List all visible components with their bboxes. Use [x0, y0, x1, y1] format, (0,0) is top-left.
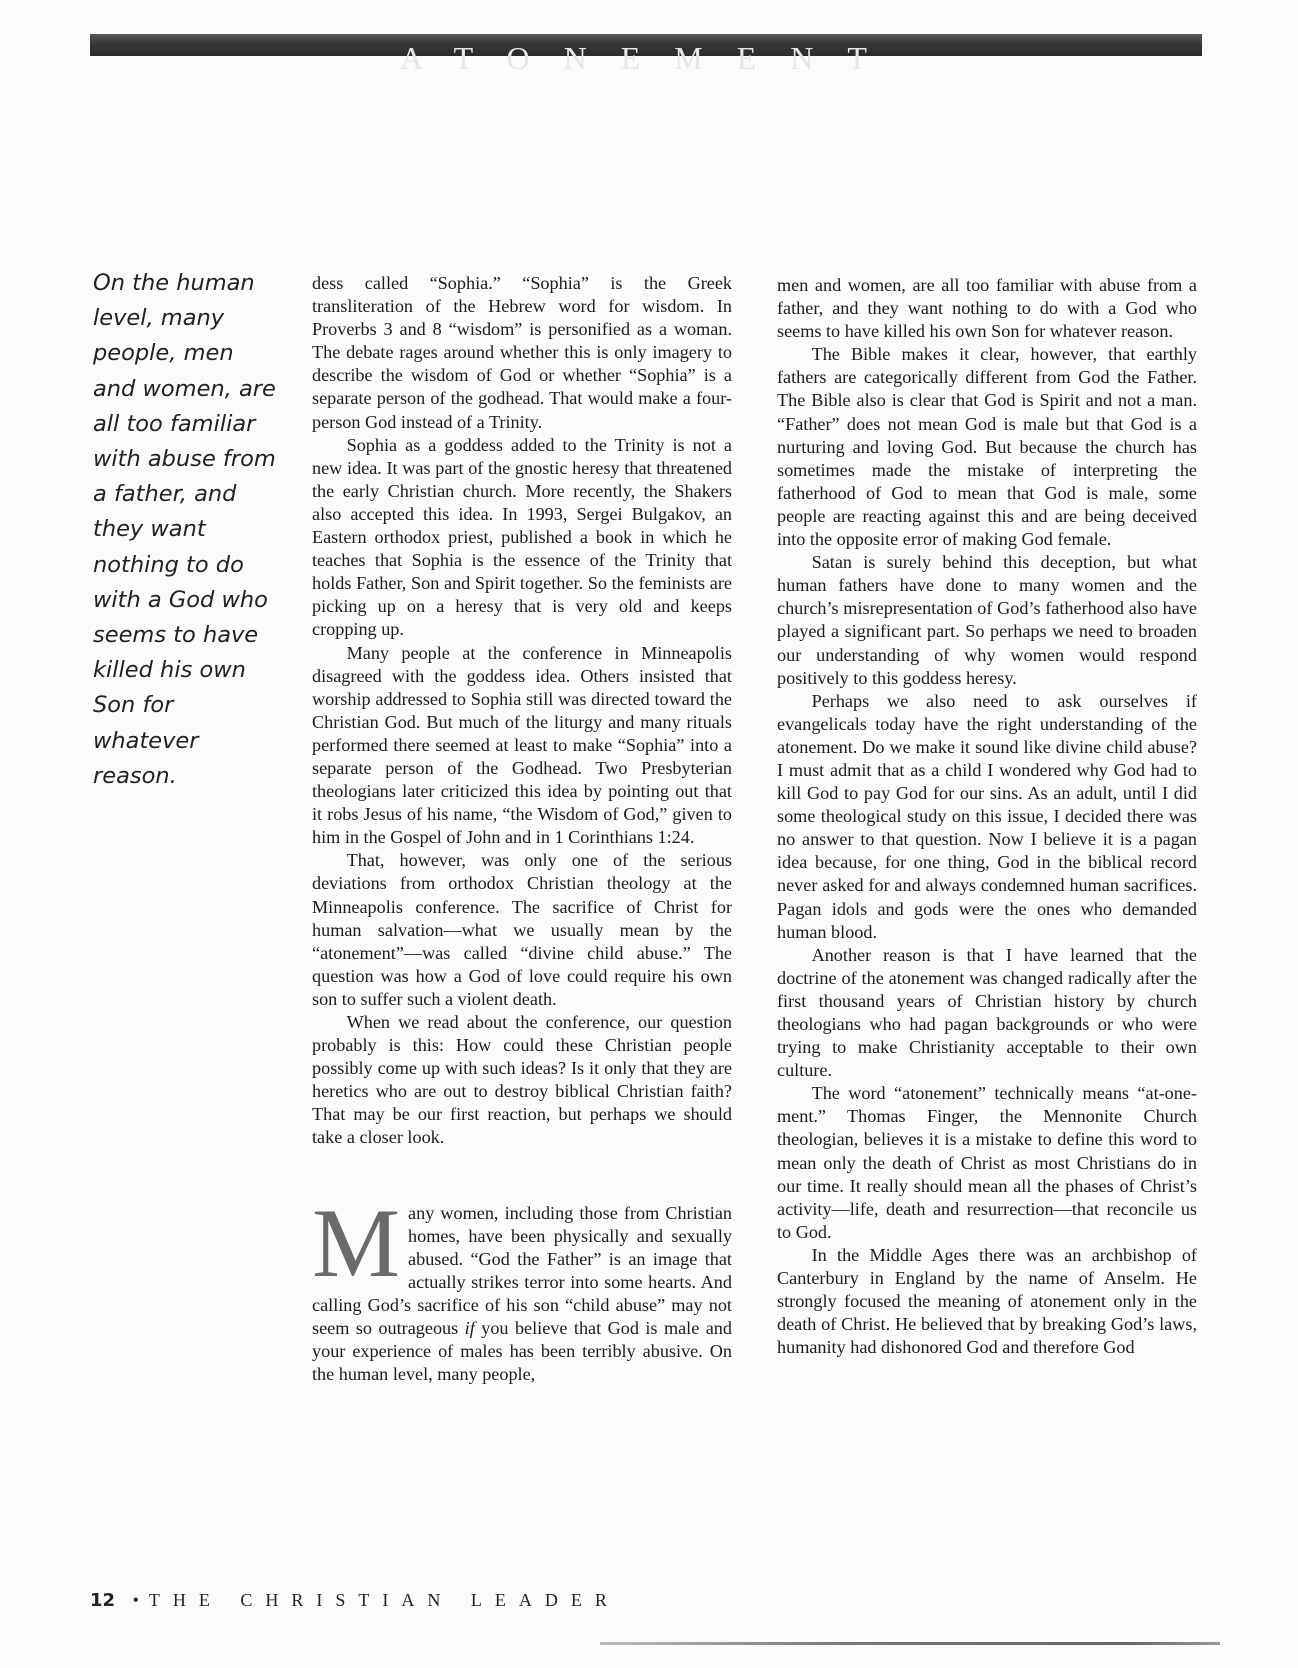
- page-footer: [90, 1590, 620, 1611]
- section-banner: [90, 34, 1202, 76]
- pull-quote: On the human level, many people, men and women, are all too familiar with abuse from a father, and they want nothing to do with a God who seems to have killed his own Son for whatever reason.: [93, 270, 276, 789]
- emphasis: if: [464, 1318, 475, 1339]
- paragraph: dess called “Sophia.” “Sophia” is the Greek transliteration of the Hebrew word for wisdom. In Proverbs 3 and 8 “wisdom” is personified as a woman. The debate rages around whether this is only imagery to describe the wisdom of God or whether “Sophia” is a separate person of the godhead. That would make a four-person God instead of a Trinity.: [312, 273, 732, 432]
- article-column-middle: [312, 272, 732, 1386]
- paragraph: In the Middle Ages there was an archbishop of Canterbury in England by the name of Anselm. He strongly focused the meaning of atonement only in the death of Christ. He believed that by breaking God’s laws, humanity had dishonored God and therefore God: [777, 1244, 1197, 1358]
- page-number: 12: [90, 1590, 116, 1611]
- paragraph: The word “atonement” technically means “at-one-ment.” Thomas Finger, the Mennonite Church theologian, believes it is a mistake to define this word to mean only the death of Christ as most Christians do in our time. It really should mean all the phases of Christ’s activity—life, death and resurrection—that reconcile us to God.: [777, 1083, 1197, 1242]
- publication-name: THE CHRISTIAN LEADER: [148, 1590, 620, 1610]
- dropcap-paragraph: [312, 1188, 732, 1387]
- paragraph-text: any women, including those from Christian homes, have been physically and sexually abused. “God the Father” is an image that actually strikes terror into some hearts. And calling God’s sacrifice of his son “child abuse” may not seem so outrageous: [312, 1202, 732, 1339]
- paragraph: When we read about the conference, our question probably is this: How could these Christian people possibly come up with such ideas? Is it only that they are heretics who are out to destroy biblical Christian faith? That may be our first reaction, but perhaps we should take a closer look.: [312, 1012, 732, 1148]
- paragraph: Satan is surely behind this deception, but what human fathers have done to many women and the church’s misrepresentation of God’s fatherhood also have played a significant part. So perhaps we need to broaden our understanding of why women would respond positively to this goddess heresy.: [777, 552, 1197, 688]
- article-column-right: [777, 274, 1197, 1359]
- paragraph: That, however, was only one of the serious deviations from orthodox Christian theology at the Minneapolis conference. The sacrifice of Christ for human salvation—what we usually mean by the “atonement”—was called “divine child abuse.” The question was how a God of love could require his own son to suffer such a violent death.: [312, 850, 732, 1009]
- paragraph: Sophia as a goddess added to the Trinity is not a new idea. It was part of the gnostic heresy that threatened the early Christian church. More recently, the Shakers also accepted this idea. In 1993, Sergei Bulgakov, an Eastern orthodox priest, published a book in which he teaches that Sophia is the essence of the Trinity that holds Father, Son and Spirit together. So the feminists are picking up on a heresy that is very old and keeps cropping up.: [312, 434, 732, 640]
- paragraph: Another reason is that I have learned that the doctrine of the atonement was changed radically after the first thousand years of Christian history by church theologians who had pagan backgrounds or who were trying to make Christianity acceptable to their own culture.: [777, 944, 1197, 1081]
- paragraph: The Bible makes it clear, however, that earthly fathers are categorically different from God the Father. The Bible also is clear that God is Spirit and not a man. “Father” does not mean God is male but that God is a nurturing and loving God. But because the church has sometimes made the mistake of interpreting the fatherhood of God to mean that God is male, some people are reacting against this and are being deceived into the opposite error of making God female.: [777, 344, 1197, 550]
- section-title: ATONEMENT: [400, 40, 901, 76]
- paragraph: Many people at the conference in Minneapolis disagreed with the goddess idea. Others insisted that worship addressed to Sophia still was directed toward the Christian God. But much of the liturgy and many rituals performed there seemed at least to make “Sophia” into a separate person of the Godhead. Two Presbyterian theologians later criticized this idea by pointing out that it robs Jesus of his name, “the Wisdom of God,” given to him in the Gospel of John and in 1 Corinthians 1:24.: [312, 642, 732, 848]
- footer-separator: •: [132, 1590, 149, 1610]
- paragraph-text: you believe that God is male and your experience of males has been terribly abusive. On the human level, many people,: [312, 1318, 732, 1385]
- footer-rule: [600, 1642, 1220, 1645]
- paragraph: men and women, are all too familiar with abuse from a father, and they want nothing to do with a God who seems to have killed his own Son for whatever reason.: [777, 275, 1197, 342]
- drop-cap: M: [312, 1188, 401, 1298]
- paragraph: Perhaps we also need to ask ourselves if evangelicals today have the right understanding of the atonement. Do we make it sound like divine child abuse? I must admit that as a child I wondered why God had to kill God to pay God for our sins. As an adult, until I did some theological study on this issue, I decided there was no answer to that question. Now I believe it is a pagan idea because, for one thing, God in the biblical record never asked for and always condemned human sacrifices. Pagan idols and gods were the ones who demanded human blood.: [777, 690, 1197, 942]
